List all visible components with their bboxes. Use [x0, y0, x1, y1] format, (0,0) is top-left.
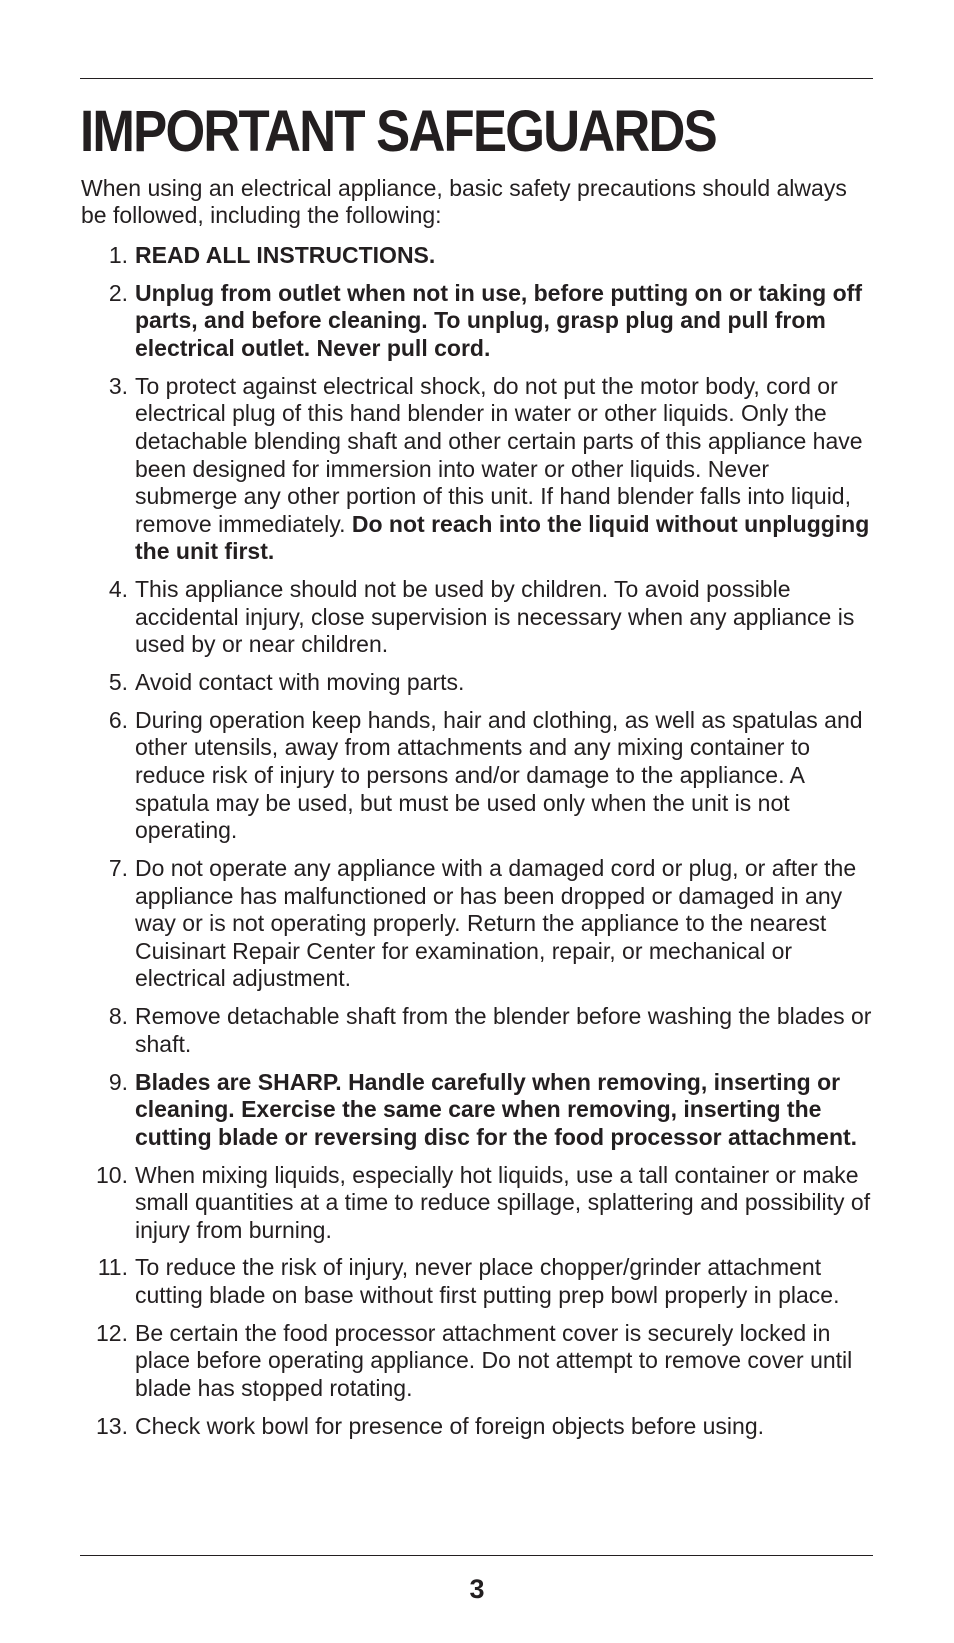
safeguards-list: [81, 242, 874, 1451]
safeguard-text: [135, 242, 874, 270]
safeguard-text: [135, 669, 874, 697]
safeguard-item: [81, 1413, 874, 1441]
safeguard-text: [135, 280, 874, 363]
safeguard-text: [135, 1254, 874, 1309]
safeguard-item: [81, 242, 874, 270]
safeguard-text-bold: Blades are SHARP. Handle carefully when removing, inserting or cleaning. Exercise the same care when removing, inserting the cutting blade or reversing disc for the food processor attachment.: [135, 1068, 858, 1150]
safeguard-text: [135, 373, 874, 566]
safeguard-text-regular: Do not operate any appliance with a damaged cord or plug, or after the appliance has malfunctioned or has been dropped or damaged in any way or is not operating properly. Return the appliance to the nearest Cuisinart Repair Center for examination, repair, or mechanical or electrical adjustment.: [135, 855, 857, 992]
safeguard-item: [81, 576, 874, 659]
page-number: 3: [469, 1574, 485, 1604]
safeguard-text: [135, 1003, 874, 1058]
safeguard-number: [81, 855, 135, 993]
safeguard-text-regular: Be certain the food processor attachment cover is securely locked in place before operating appliance. Do not attempt to remove cover until blade has stopped rotating.: [135, 1319, 853, 1402]
safeguard-number-label: 4.: [108, 576, 128, 603]
safeguard-number: [81, 1320, 135, 1403]
safeguard-text: [135, 1320, 874, 1403]
safeguard-number-label: 3.: [108, 372, 128, 399]
safeguard-item: [81, 373, 874, 566]
safeguard-text-bold: Unplug from outlet when not in use, before putting on or taking off parts, and before cleaning. To unplug, grasp plug and pull from electrical outlet. Never pull cord.: [135, 279, 862, 361]
safeguard-number: [81, 1069, 135, 1152]
safeguard-text-regular: To reduce the risk of injury, never place chopper/grinder attachment cutting blade on base without first putting prep bowl properly in place.: [135, 1254, 840, 1309]
intro-paragraph: When using an electrical appliance, basic safety precautions should always be followed, including the following:: [81, 175, 847, 228]
safeguard-number: [81, 242, 135, 270]
safeguard-number-label: 7.: [108, 855, 128, 881]
safeguard-text-regular: This appliance should not be used by children. To avoid possible accidental injury, close supervision is necessary when any appliance is used by or near children.: [135, 576, 855, 658]
safeguard-number-label: 11.: [97, 1254, 128, 1281]
safeguard-text-regular: When mixing liquids, especially hot liquids, use a tall container or make small quantities at a time to reduce spillage, splattering and possibility of injury from burning.: [135, 1161, 871, 1243]
safeguard-item: [81, 1003, 874, 1058]
safeguard-number-label: 9.: [108, 1068, 128, 1095]
safeguard-number-label: 1.: [108, 242, 128, 268]
safeguard-item: [81, 280, 874, 363]
safeguard-number-label: 12.: [96, 1319, 128, 1346]
top-rule: [80, 78, 873, 79]
safeguard-text-regular: During operation keep hands, hair and clothing, as well as spatulas and other utensils, away from attachments and any mixing container to reduce risk of injury to persons and/or damage to the appliance. A spatula may be used, but must be used only when the unit is not operating.: [135, 706, 863, 844]
safeguard-number-label: 13.: [96, 1412, 128, 1439]
bottom-rule: [80, 1555, 873, 1556]
safeguard-text: [135, 1413, 874, 1441]
safeguard-number-label: 2.: [108, 279, 128, 306]
safeguard-item: [81, 669, 874, 697]
safeguard-number: [81, 1162, 135, 1245]
safeguard-item: [81, 1320, 874, 1403]
safeguard-text-regular: Check work bowl for presence of foreign objects before using.: [135, 1412, 764, 1439]
safeguard-text: [135, 576, 874, 659]
safeguard-number: [81, 1003, 135, 1058]
safeguard-item: [81, 1254, 874, 1309]
safeguard-number: [81, 373, 135, 566]
safeguard-text: [135, 1069, 874, 1152]
safeguard-number-label: 10.: [96, 1161, 128, 1188]
safeguard-text-regular: To protect against electrical shock, do not put the motor body, cord or electrical plug of this hand blender in water or other liquids. Only the detachable blending shaft and other certain parts of this appliance have been designed for immersion into water or other liquids. Never submerge any other portion of this unit. If hand blender falls into liquid, remove immediately.: [135, 372, 863, 537]
safeguard-text-regular: Avoid contact with moving parts.: [135, 669, 465, 696]
safeguard-item: [81, 707, 874, 845]
safeguard-text-bold: READ ALL INSTRUCTIONS.: [135, 242, 436, 268]
safeguard-number: [81, 1254, 135, 1309]
safeguard-number: [81, 669, 135, 697]
safeguard-number: [81, 280, 135, 363]
safeguard-text: [135, 707, 874, 845]
safeguard-item: [81, 1162, 874, 1245]
safeguard-item: [81, 855, 874, 993]
safeguard-text-regular: Remove detachable shaft from the blender before washing the blades or shaft.: [135, 1003, 872, 1057]
safeguard-number-label: 6.: [108, 706, 128, 733]
safeguard-number-label: 5.: [108, 669, 128, 696]
safeguard-item: [81, 1069, 874, 1152]
safeguard-text: [135, 855, 874, 993]
safeguard-text-bold: Do not reach into the liquid without unplugging the unit first.: [135, 510, 870, 565]
safeguard-number-label: 8.: [108, 1003, 128, 1030]
safeguard-number: [81, 1413, 135, 1441]
safeguard-number: [81, 576, 135, 659]
safeguard-text: [135, 1162, 874, 1245]
page-title: IMPORTANT SAFEGUARDS: [80, 99, 716, 164]
safeguard-number: [81, 707, 135, 845]
